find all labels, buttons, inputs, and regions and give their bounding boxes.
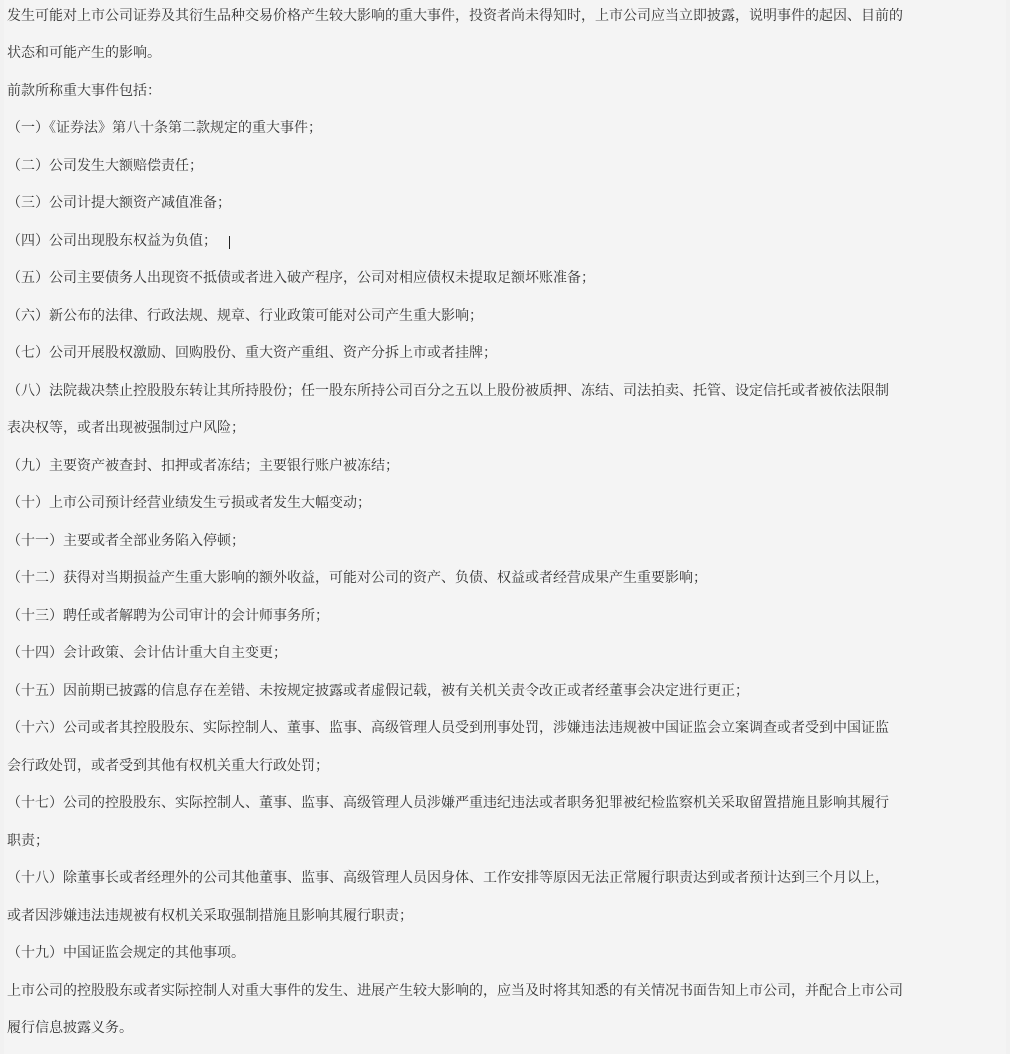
lead-text: 前款所称重大事件包括： (7, 83, 161, 99)
list-item-15: （十五）因前期已披露的信息存在差错、未按规定披露或者虚假记载，被有关机关责令改正或者经董事会决定进行更正； (7, 683, 749, 699)
list-item-13: （十三）聘任或者解聘为公司审计的会计师事务所； (7, 608, 329, 624)
text-cursor (229, 236, 230, 249)
list-item-1: （一）《证券法》第八十条第二款规定的重大事件； (7, 120, 322, 136)
list-item-7: （七）公司开展股权激励、回购股份、重大资产重组、资产分拆上市或者挂牌； (7, 345, 497, 361)
list-item-18-line-1: （十八）除董事长或者经理外的公司其他董事、监事、高级管理人员因身体、工作安排等原因无法正常履行职责达到或者预计达到三个月以上， (7, 870, 889, 886)
list-item-4: （四）公司出现股东权益为负值； (7, 233, 217, 249)
list-item-11: （十一）主要或者全部业务陷入停顿； (7, 533, 245, 549)
list-item-19: （十九）中国证监会规定的其他事项。 (7, 945, 245, 961)
list-item-5: （五）公司主要债务人出现资不抵债或者进入破产程序，公司对相应债权未提取足额坏账准备； (7, 270, 595, 286)
intro-line-1: 发生可能对上市公司证券及其衍生品种交易价格产生较大影响的重大事件，投资者尚未得知时，上市公司应当立即披露，说明事件的起因、目前的 (7, 8, 903, 24)
closing-line-2: 履行信息披露义务。 (7, 1020, 133, 1036)
list-item-3: （三）公司计提大额资产减值准备； (7, 195, 231, 211)
document-body (4, 0, 1006, 1054)
list-item-14: （十四）会计政策、会计估计重大自主变更； (7, 645, 287, 661)
list-item-9: （九）主要资产被查封、扣押或者冻结；主要银行账户被冻结； (7, 458, 399, 474)
list-item-16-line-2: 会行政处罚，或者受到其他有权机关重大行政处罚； (7, 758, 329, 774)
list-item-12: （十二）获得对当期损益产生重大影响的额外收益，可能对公司的资产、负债、权益或者经营成果产生重要影响； (7, 570, 707, 586)
list-item-16-line-1: （十六）公司或者其控股股东、实际控制人、董事、监事、高级管理人员受到刑事处罚，涉嫌违法违规被中国证监会立案调查或者受到中国证监 (7, 720, 889, 736)
intro-line-2: 状态和可能产生的影响。 (7, 45, 161, 61)
list-item-18-line-2: 或者因涉嫌违法违规被有权机关采取强制措施且影响其履行职责； (7, 908, 413, 924)
list-item-17-line-1: （十七）公司的控股股东、实际控制人、董事、监事、高级管理人员涉嫌严重违纪违法或者职务犯罪被纪检监察机关采取留置措施且影响其履行 (7, 795, 889, 811)
list-item-2: （二）公司发生大额赔偿责任； (7, 158, 203, 174)
list-item-17-line-2: 职责； (7, 833, 49, 849)
closing-line-1: 上市公司的控股股东或者实际控制人对重大事件的发生、进展产生较大影响的，应当及时将其知悉的有关情况书面告知上市公司，并配合上市公司 (7, 983, 903, 999)
list-item-8-line-1: （八）法院裁决禁止控股股东转让其所持股份；任一股东所持公司百分之五以上股份被质押、冻结、司法拍卖、托管、设定信托或者被依法限制 (7, 383, 889, 399)
list-item-6: （六）新公布的法律、行政法规、规章、行业政策可能对公司产生重大影响； (7, 308, 483, 324)
list-item-10: （十）上市公司预计经营业绩发生亏损或者发生大幅变动； (7, 495, 371, 511)
list-item-8-line-2: 表决权等，或者出现被强制过户风险； (7, 420, 245, 436)
